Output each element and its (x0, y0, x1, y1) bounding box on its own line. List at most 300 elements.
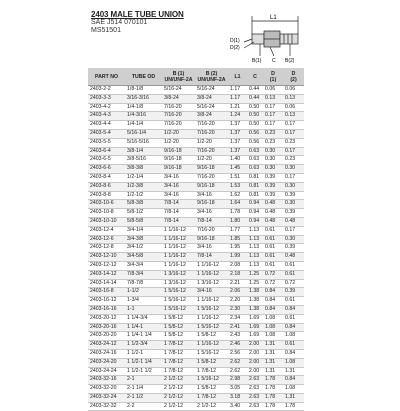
table-cell: 9/16-18 (195, 165, 228, 174)
table-cell: 1.31 (263, 367, 283, 376)
table-cell: 3/4-5/8 (125, 253, 162, 262)
table-cell: 1.45 (228, 165, 247, 174)
table-cell: 3/8-1/4 (125, 147, 162, 156)
table-cell: 2403-12-10 (88, 253, 125, 262)
table-cell: 1 5/16-12 (162, 305, 195, 314)
table-cell: 7/8-14 (195, 217, 228, 226)
column-header (125, 68, 162, 86)
table-cell: 2403-10-8 (88, 209, 125, 218)
table-cell: 1 3/16-12 (162, 279, 195, 288)
table-cell: 5/16-24 (195, 103, 228, 112)
table-row (88, 261, 304, 270)
table-cell: 1.31 (263, 341, 283, 350)
table-cell: 0.30 (283, 235, 304, 244)
table-cell: 1.77 (228, 226, 247, 235)
table-cell: 9/16-18 (195, 235, 228, 244)
table-cell: 1 1/4-1 (125, 323, 162, 332)
table-cell: 7/8-14 (195, 253, 228, 262)
table-cell: 0.61 (263, 244, 283, 253)
table-cell: 1.37 (228, 138, 247, 147)
table-cell: 0.17 (283, 121, 304, 130)
table-cell: 3/16-3/16 (125, 94, 162, 103)
table-cell: 9/16-18 (162, 156, 195, 165)
table-cell: 2403-24-20 (88, 358, 125, 367)
table-cell: 1.69 (247, 332, 263, 341)
standard-sae: SAE J514 070101 (91, 19, 148, 26)
table-cell: 5/8-1/2 (125, 209, 162, 218)
table-row (88, 226, 304, 235)
table-row (88, 305, 304, 314)
table-cell: 1 3/16-12 (195, 279, 228, 288)
table-row (88, 279, 304, 288)
table-cell: 1/2-20 (162, 138, 195, 147)
table-cell: 3/4-16 (162, 182, 195, 191)
table-row (88, 358, 304, 367)
table-cell: 2.63 (247, 393, 263, 402)
table-row (88, 217, 304, 226)
table-cell: 2.41 (228, 323, 247, 332)
table-cell: 1.31 (263, 349, 283, 358)
table-cell: 1/4-1/8 (125, 103, 162, 112)
table-row (88, 376, 304, 385)
table-cell: 0.48 (263, 217, 283, 226)
dimensions-table (88, 68, 304, 411)
table-cell: 7/16-20 (195, 129, 228, 138)
table-cell: 1 1/16-12 (195, 297, 228, 306)
table-cell: 1.21 (228, 103, 247, 112)
table-cell: 2.56 (228, 349, 247, 358)
table-row (88, 173, 304, 182)
table-cell: 2403-20-12 (88, 314, 125, 323)
table-cell: 0.84 (283, 323, 304, 332)
table-cell: 0.39 (283, 191, 304, 200)
table-cell: 2.46 (228, 341, 247, 350)
table-cell: 1 1/16-12 (162, 226, 195, 235)
table-cell: 0.84 (283, 376, 304, 385)
table-cell: 0.39 (283, 288, 304, 297)
table-cell: 1.69 (247, 314, 263, 323)
table-cell: 2.43 (228, 332, 247, 341)
table-cell: 2403-12-4 (88, 226, 125, 235)
table-row (88, 323, 304, 332)
table-cell: 0.06 (283, 103, 304, 112)
table-cell: 2.30 (228, 305, 247, 314)
table-cell: 5/16-5/16 (125, 138, 162, 147)
table-cell: 9/16-18 (195, 200, 228, 209)
table-cell: 0.39 (283, 209, 304, 218)
table-cell: 1-3/4 (125, 297, 162, 306)
table-cell: 0.84 (263, 288, 283, 297)
table-row (88, 244, 304, 253)
table-cell: 1.08 (263, 314, 283, 323)
column-header (263, 68, 283, 86)
table-cell: 0.17 (263, 121, 283, 130)
table-cell: 2.18 (228, 270, 247, 279)
table-cell: 3/4-16 (162, 173, 195, 182)
table-cell: 0.30 (263, 147, 283, 156)
table-cell: 2403-5-5 (88, 138, 125, 147)
table-cell: 2403-20-20 (88, 332, 125, 341)
table-cell: 0.13 (283, 112, 304, 121)
table-cell: 2.62 (228, 358, 247, 367)
table-cell: 1.38 (247, 288, 263, 297)
column-header-label: TUBE OD (131, 73, 156, 80)
table-cell: 1.69 (247, 323, 263, 332)
table-cell: 3/4-16 (195, 209, 228, 218)
table-cell: 2-1 (125, 376, 162, 385)
table-cell: 2403-6-4 (88, 147, 125, 156)
table-cell: 1.78 (263, 402, 283, 411)
table-cell: 2403-12-12 (88, 261, 125, 270)
table-cell: 1 5/8-12 (195, 332, 228, 341)
table-cell: 1 5/8-12 (195, 385, 228, 394)
table-row (88, 393, 304, 402)
table-cell: 1.17 (228, 86, 247, 95)
table-cell: 0.84 (263, 297, 283, 306)
table-row (88, 297, 304, 306)
table-cell: 3.05 (228, 385, 247, 394)
table-cell: 5/16-24 (162, 86, 195, 95)
table-cell: 2403-32-16 (88, 376, 125, 385)
table-cell: 1.62 (228, 191, 247, 200)
table-cell: 3/8-24 (195, 112, 228, 121)
table-cell: 2 1/2-12 (162, 402, 195, 411)
table-cell: 0.48 (263, 209, 283, 218)
table-cell: 1 5/8-12 (162, 323, 195, 332)
table-row (88, 112, 304, 121)
table-cell: 0.17 (283, 173, 304, 182)
table-cell: 2 1/2-12 (162, 376, 195, 385)
table-cell: 1/4-1/4 (125, 121, 162, 130)
table-cell: 1.31 (283, 393, 304, 402)
table-cell: 0.61 (263, 253, 283, 262)
table-cell: 0.48 (283, 253, 304, 262)
table-cell: 1.51 (228, 173, 247, 182)
table-cell: 2.63 (247, 385, 263, 394)
table-cell: 3/4-1/4 (125, 226, 162, 235)
table-cell: 0.39 (283, 244, 304, 253)
table-row (88, 138, 304, 147)
table-cell: 1 1/16-12 (162, 244, 195, 253)
table-cell: 1.08 (283, 385, 304, 394)
table-cell: 3/4-16 (195, 244, 228, 253)
standard-ms: MS51501 (91, 27, 121, 34)
table-row (88, 103, 304, 112)
table-cell: 0.94 (247, 217, 263, 226)
table-cell: 2403-14-12 (88, 270, 125, 279)
table-cell: 1/2-20 (162, 129, 195, 138)
table-cell: 1 5/16-12 (162, 288, 195, 297)
table-row (88, 191, 304, 200)
table-cell: 2.08 (228, 261, 247, 270)
table-cell: 2.00 (247, 367, 263, 376)
column-header-label: D (291, 70, 296, 77)
table-cell: 0.50 (247, 121, 263, 130)
table-cell: 0.44 (247, 94, 263, 103)
table-cell: 2403-14-14 (88, 279, 125, 288)
table-cell: 2.00 (247, 349, 263, 358)
table-row (88, 165, 304, 174)
table-cell: 0.30 (263, 156, 283, 165)
table-cell: 1 5/16-12 (195, 305, 228, 314)
table-row (88, 94, 304, 103)
table-cell: 2-2 (125, 402, 162, 411)
table-cell: 0.72 (283, 279, 304, 288)
table-cell: 2403-10-6 (88, 200, 125, 209)
table-cell: 2403-32-20 (88, 385, 125, 394)
table-cell: 3/4-16 (162, 191, 195, 200)
table-cell: 0.61 (263, 226, 283, 235)
union-fitting-diagram (230, 12, 310, 68)
table-cell: 1 1/2-1 1/4 (125, 358, 162, 367)
table-cell: 2403-24-16 (88, 349, 125, 358)
table-cell: 3/8-24 (195, 94, 228, 103)
table-row (88, 209, 304, 218)
table-cell: 0.06 (263, 86, 283, 95)
table-cell: 0.17 (263, 103, 283, 112)
table-cell: 2.63 (247, 402, 263, 411)
column-header-label: D (271, 70, 275, 77)
column-header (88, 68, 125, 86)
table-cell: 1 5/8-12 (162, 332, 195, 341)
table-cell: 3/4-1/2 (125, 244, 162, 253)
table-cell: 0.50 (247, 112, 263, 121)
table-row (88, 288, 304, 297)
table-cell: 0.13 (283, 94, 304, 103)
table-cell: 1 5/16-12 (195, 349, 228, 358)
table-cell: 2403-32-32 (88, 402, 125, 411)
table-row (88, 86, 304, 95)
table-row (88, 341, 304, 350)
table-cell: 0.30 (283, 200, 304, 209)
table-cell: 5/16-1/4 (125, 129, 162, 138)
table-cell: 2.06 (228, 288, 247, 297)
table-cell: 0.84 (283, 349, 304, 358)
table-cell: 2403-8-8 (88, 191, 125, 200)
table-header (88, 68, 304, 86)
table-cell: 3/4-3/4 (125, 261, 162, 270)
table-cell: 2.63 (247, 376, 263, 385)
table-cell: 2403-6-6 (88, 165, 125, 174)
label-d2: D(2) (230, 45, 240, 51)
table-row (88, 121, 304, 130)
table-cell: 2.98 (228, 376, 247, 385)
table-cell: 1.78 (263, 376, 283, 385)
table-cell: 2403-2-2 (88, 86, 125, 95)
table-row (88, 349, 304, 358)
table-cell: 1 1/16-12 (162, 261, 195, 270)
table-cell: 3.18 (228, 393, 247, 402)
table-cell: 3/4-16 (195, 191, 228, 200)
table-cell: 2403-5-4 (88, 129, 125, 138)
table-cell: 1 7/8-12 (162, 349, 195, 358)
table-cell: 2403-6-5 (88, 156, 125, 165)
table-cell: 0.17 (263, 112, 283, 121)
table-cell: 0.63 (247, 147, 263, 156)
table-cell: 1/2-3/8 (125, 182, 162, 191)
table-cell: 1.31 (283, 367, 304, 376)
table-cell: 0.81 (247, 191, 263, 200)
table-cell: 0.39 (263, 191, 283, 200)
table-cell: 1/8-1/8 (125, 86, 162, 95)
table-cell: 7/16-20 (195, 147, 228, 156)
table-cell: 2403-4-4 (88, 121, 125, 130)
table-cell: 2403-16-12 (88, 297, 125, 306)
table-row (88, 367, 304, 376)
table-cell: 0.61 (283, 270, 304, 279)
table-cell: 2403-3-3 (88, 94, 125, 103)
table-cell: 2403-4-2 (88, 103, 125, 112)
table-cell: 7/8-14 (162, 200, 195, 209)
table-cell: 2403-12-6 (88, 235, 125, 244)
table-cell: 1.78 (263, 393, 283, 402)
label-d1: D(1) (230, 38, 240, 44)
table-cell: 0.61 (283, 314, 304, 323)
table-cell: 0.48 (263, 200, 283, 209)
table-row (88, 147, 304, 156)
table-cell: 1.37 (228, 121, 247, 130)
column-header (247, 68, 263, 86)
table-cell: 1 1/16-12 (195, 314, 228, 323)
table-cell: 7/16-20 (162, 112, 195, 121)
table-cell: 0.48 (283, 217, 304, 226)
table-cell: 1-1/2 (125, 288, 162, 297)
table-cell: 9/16-18 (162, 165, 195, 174)
column-header-sublabel: UN/UNF-2A (164, 76, 193, 83)
table-cell: 2.00 (247, 341, 263, 350)
table-cell: 2403-4-3 (88, 112, 125, 121)
table-cell: 3/4-3/8 (125, 235, 162, 244)
label-l1: L1 (270, 15, 277, 21)
table-cell: 0.17 (283, 226, 304, 235)
column-header (162, 68, 195, 86)
table-cell: 0.30 (283, 182, 304, 191)
table-cell: 1 1/4-3/4 (125, 314, 162, 323)
table-cell: 1.95 (228, 244, 247, 253)
table-cell: 0.61 (283, 297, 304, 306)
column-header-label: L1 (234, 73, 241, 80)
table-cell: 1 1/4-1 1/4 (125, 332, 162, 341)
table-cell: 1.38 (247, 305, 263, 314)
table-cell: 0.61 (283, 341, 304, 350)
table-row (88, 200, 304, 209)
table-cell: 0.61 (263, 261, 283, 270)
table-cell: 1 7/8-12 (162, 358, 195, 367)
label-b1: B(1) (252, 58, 262, 64)
table-cell: 1.80 (228, 217, 247, 226)
table-cell: 1.25 (247, 279, 263, 288)
table-cell: 1/2-1/2 (125, 191, 162, 200)
table-row (88, 385, 304, 394)
label-b2: B(2) (285, 58, 295, 64)
table-cell: 1/2-1/4 (125, 173, 162, 182)
table-cell: 0.72 (263, 270, 283, 279)
table-cell: 1.53 (228, 182, 247, 191)
table-cell: 2.20 (228, 297, 247, 306)
table-cell: 2403-16-16 (88, 305, 125, 314)
table-cell: 7/16-20 (195, 173, 228, 182)
table-row (88, 270, 304, 279)
column-header-label: B (2) (205, 70, 218, 77)
table-cell: 5/8-3/8 (125, 200, 162, 209)
table-cell: 2.00 (247, 358, 263, 367)
table-cell: 1 1/16-12 (195, 341, 228, 350)
column-header-label: PART NO (95, 73, 118, 80)
table-cell: 1 1/16-12 (195, 261, 228, 270)
table-cell: 0.13 (263, 94, 283, 103)
table-cell: 2.34 (228, 314, 247, 323)
table-cell: 2403-24-24 (88, 367, 125, 376)
table-cell: 3/8-5/16 (125, 156, 162, 165)
table-cell: 0.72 (263, 279, 283, 288)
column-header (283, 68, 304, 86)
table-cell: 1.24 (228, 112, 247, 121)
table-cell: 1 1/16-12 (195, 270, 228, 279)
table-cell: 1.64 (228, 200, 247, 209)
table-row (88, 182, 304, 191)
table-cell: 2403-32-24 (88, 393, 125, 402)
column-header (195, 68, 228, 86)
table-row (88, 402, 304, 411)
table-cell: 1.37 (228, 129, 247, 138)
table-cell: 1.13 (247, 261, 263, 270)
table-cell: 1.13 (247, 226, 263, 235)
table-cell: 3/8-3/8 (125, 165, 162, 174)
table-cell: 1 5/16-12 (195, 323, 228, 332)
table-cell: 0.39 (263, 173, 283, 182)
table-row (88, 156, 304, 165)
table-cell: 1.78 (228, 209, 247, 218)
table-cell: 1/4-3/16 (125, 112, 162, 121)
table-cell: 1.40 (228, 156, 247, 165)
table-cell: 0.94 (247, 200, 263, 209)
table-cell: 5/8-5/8 (125, 217, 162, 226)
table-cell: 1 7/8-12 (195, 367, 228, 376)
label-c: C (272, 58, 276, 64)
table-cell: 1 1/16-12 (162, 235, 195, 244)
table-cell: 1 1/16-12 (162, 253, 195, 262)
table-cell: 0.44 (247, 86, 263, 95)
table-cell: 1.99 (228, 253, 247, 262)
table-cell: 3.40 (228, 402, 247, 411)
column-header-label: C (253, 73, 257, 80)
table-cell: 1 7/8-12 (162, 341, 195, 350)
table-cell: 0.81 (247, 173, 263, 182)
table-cell: 1 1/2-3/4 (125, 341, 162, 350)
table-cell: 0.84 (263, 305, 283, 314)
table-cell: 2 1/2-12 (162, 385, 195, 394)
table-cell: 2403-8-6 (88, 182, 125, 191)
table-cell: 0.06 (283, 86, 304, 95)
table-cell: 1 5/8-12 (162, 314, 195, 323)
table-body (88, 86, 304, 411)
table-cell: 7/8-14 (162, 209, 195, 218)
table-cell: 1 7/8-12 (162, 367, 195, 376)
table-cell: 1 5/16-12 (162, 297, 195, 306)
table-cell: 0.39 (263, 182, 283, 191)
table-cell: 0.56 (247, 138, 263, 147)
table-cell: 1 3/16-12 (162, 270, 195, 279)
table-cell: 0.84 (283, 305, 304, 314)
table-cell: 2.21 (228, 279, 247, 288)
table-cell: 0.94 (247, 209, 263, 218)
table-cell: 1-1 (125, 305, 162, 314)
table-cell: 1.85 (228, 235, 247, 244)
table-cell: 7/16-20 (195, 121, 228, 130)
table-cell: 0.17 (283, 129, 304, 138)
table-cell: 0.63 (247, 156, 263, 165)
table-cell: 0.61 (263, 235, 283, 244)
